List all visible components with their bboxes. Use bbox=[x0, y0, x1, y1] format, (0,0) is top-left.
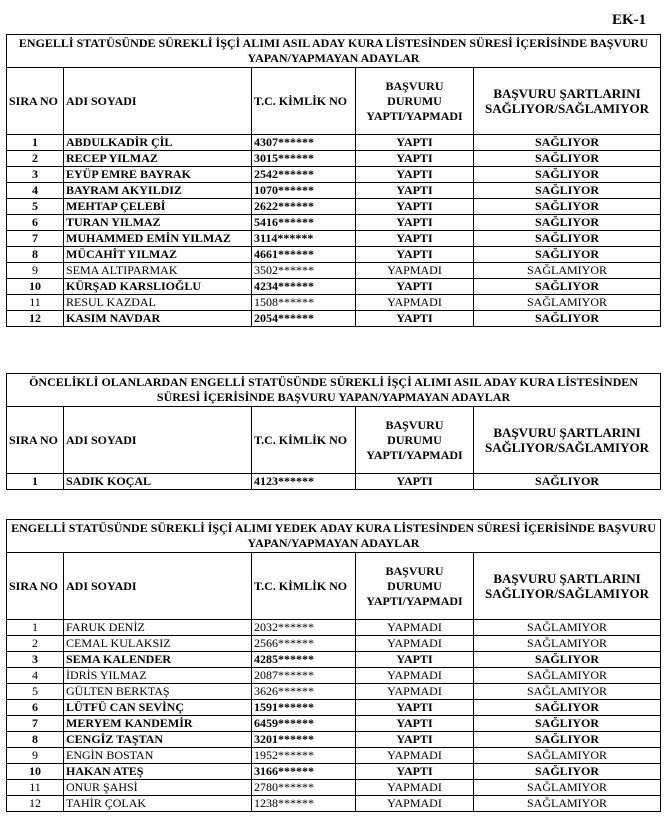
table-row bbox=[7, 668, 661, 684]
row-sira-no: 8 bbox=[7, 732, 64, 748]
row-basvuru-durumu: YAPTI bbox=[356, 311, 474, 327]
column-header-sira-no: SIRA NO bbox=[7, 553, 64, 620]
row-tc-kimlik-no: 3166****** bbox=[252, 764, 356, 780]
row-sira-no: 11 bbox=[7, 295, 64, 311]
column-header-adi-soyadi: ADI SOYADI bbox=[64, 407, 252, 474]
row-tc-kimlik-no: 3114****** bbox=[252, 231, 356, 247]
row-basvuru-sartlari: SAĞLAMIYOR bbox=[474, 684, 661, 700]
row-adi-soyadi: KÜRŞAD KARSLIOĞLU bbox=[64, 279, 252, 295]
row-adi-soyadi: SEMA KALENDER bbox=[64, 652, 252, 668]
table-row bbox=[7, 716, 661, 732]
row-sira-no: 5 bbox=[7, 199, 64, 215]
table-row bbox=[7, 135, 661, 151]
row-tc-kimlik-no: 3626****** bbox=[252, 684, 356, 700]
row-basvuru-sartlari: SAĞLIYOR bbox=[474, 247, 661, 263]
row-tc-kimlik-no: 3201****** bbox=[252, 732, 356, 748]
row-basvuru-durumu: YAPTI bbox=[356, 764, 474, 780]
row-basvuru-sartlari: SAĞLIYOR bbox=[474, 215, 661, 231]
row-adi-soyadi: GÜLTEN BERKTAŞ bbox=[64, 684, 252, 700]
table-oncelikli bbox=[6, 373, 661, 490]
table-title-row bbox=[7, 374, 661, 407]
row-basvuru-durumu: YAPTI bbox=[356, 199, 474, 215]
row-tc-kimlik-no: 2054****** bbox=[252, 311, 356, 327]
row-basvuru-durumu: YAPTI bbox=[356, 215, 474, 231]
row-basvuru-durumu: YAPTI bbox=[356, 135, 474, 151]
column-header-basvuru-sartlari: BAŞVURU ŞARTLARINI SAĞLIYOR/SAĞLAMIYOR bbox=[474, 68, 661, 135]
row-tc-kimlik-no: 4285****** bbox=[252, 652, 356, 668]
row-sira-no: 2 bbox=[7, 636, 64, 652]
row-adi-soyadi: MUHAMMED EMİN YILMAZ bbox=[64, 231, 252, 247]
row-sira-no: 7 bbox=[7, 716, 64, 732]
page-label: EK-1 bbox=[612, 12, 647, 28]
table-yedek bbox=[6, 519, 661, 812]
table-row bbox=[7, 279, 661, 295]
table-title-row bbox=[7, 35, 661, 68]
row-adi-soyadi: ENGİN BOSTAN bbox=[64, 748, 252, 764]
column-header-adi-soyadi: ADI SOYADI bbox=[64, 553, 252, 620]
row-adi-soyadi: SEMA ALTIPARMAK bbox=[64, 263, 252, 279]
row-basvuru-sartlari: SAĞLAMIYOR bbox=[474, 748, 661, 764]
row-adi-soyadi: LÜTFÜ CAN SEVİNÇ bbox=[64, 700, 252, 716]
row-basvuru-sartlari: SAĞLAMIYOR bbox=[474, 620, 661, 636]
row-basvuru-sartlari: SAĞLIYOR bbox=[474, 167, 661, 183]
row-sira-no: 2 bbox=[7, 151, 64, 167]
table-row bbox=[7, 311, 661, 327]
row-basvuru-sartlari: SAĞLAMIYOR bbox=[474, 796, 661, 812]
row-adi-soyadi: ONUR ŞAHSİ bbox=[64, 780, 252, 796]
row-basvuru-durumu: YAPTI bbox=[356, 231, 474, 247]
row-basvuru-sartlari: SAĞLIYOR bbox=[474, 183, 661, 199]
row-basvuru-durumu: YAPTI bbox=[356, 247, 474, 263]
row-basvuru-durumu: YAPMADI bbox=[356, 780, 474, 796]
table-row bbox=[7, 167, 661, 183]
column-header-sira-no: SIRA NO bbox=[7, 68, 64, 135]
table-header-row bbox=[7, 407, 661, 474]
row-sira-no: 11 bbox=[7, 780, 64, 796]
row-tc-kimlik-no: 2032****** bbox=[252, 620, 356, 636]
table-row bbox=[7, 295, 661, 311]
row-basvuru-sartlari: SAĞLIYOR bbox=[474, 652, 661, 668]
table-asil bbox=[6, 34, 661, 327]
table-row bbox=[7, 620, 661, 636]
table-row bbox=[7, 183, 661, 199]
row-basvuru-sartlari: SAĞLIYOR bbox=[474, 199, 661, 215]
row-basvuru-durumu: YAPTI bbox=[356, 151, 474, 167]
table-row bbox=[7, 684, 661, 700]
table-row bbox=[7, 732, 661, 748]
row-basvuru-durumu: YAPMADI bbox=[356, 748, 474, 764]
row-basvuru-durumu: YAPMADI bbox=[356, 620, 474, 636]
row-adi-soyadi: BAYRAM AKYILDIZ bbox=[64, 183, 252, 199]
row-adi-soyadi: FARUK DENİZ bbox=[64, 620, 252, 636]
row-sira-no: 4 bbox=[7, 183, 64, 199]
row-basvuru-sartlari: SAĞLIYOR bbox=[474, 231, 661, 247]
row-sira-no: 4 bbox=[7, 668, 64, 684]
column-header-sira-no: SIRA NO bbox=[7, 407, 64, 474]
table-title: ENGELLİ STATÜSÜNDE SÜREKLİ İŞÇİ ALIMI YEDEK ADAY KURA LİSTESİNDEN SÜRESİ İÇERİSİNDE BAŞVURU YAPAN/YAPMAYAN ADAYLAR bbox=[7, 520, 661, 553]
row-basvuru-sartlari: SAĞLIYOR bbox=[474, 151, 661, 167]
row-basvuru-durumu: YAPTI bbox=[356, 652, 474, 668]
row-basvuru-durumu: YAPMADI bbox=[356, 684, 474, 700]
table-row bbox=[7, 199, 661, 215]
row-adi-soyadi: EYÜP EMRE BAYRAK bbox=[64, 167, 252, 183]
row-basvuru-sartlari: SAĞLIYOR bbox=[474, 279, 661, 295]
row-basvuru-durumu: YAPMADI bbox=[356, 263, 474, 279]
row-adi-soyadi: TAHİR ÇOLAK bbox=[64, 796, 252, 812]
row-basvuru-durumu: YAPTI bbox=[356, 279, 474, 295]
table-row bbox=[7, 652, 661, 668]
row-adi-soyadi: İDRİS YILMAZ bbox=[64, 668, 252, 684]
row-tc-kimlik-no: 6459****** bbox=[252, 716, 356, 732]
row-adi-soyadi: RECEP YILMAZ bbox=[64, 151, 252, 167]
row-tc-kimlik-no: 4234****** bbox=[252, 279, 356, 295]
row-tc-kimlik-no: 4123****** bbox=[252, 474, 356, 490]
row-sira-no: 6 bbox=[7, 700, 64, 716]
row-sira-no: 6 bbox=[7, 215, 64, 231]
row-tc-kimlik-no: 1952****** bbox=[252, 748, 356, 764]
row-sira-no: 3 bbox=[7, 652, 64, 668]
column-header-tc-kimlik-no: T.C. KİMLİK NO bbox=[252, 68, 356, 135]
row-basvuru-sartlari: SAĞLIYOR bbox=[474, 311, 661, 327]
row-adi-soyadi: MÜCAHİT YILMAZ bbox=[64, 247, 252, 263]
row-tc-kimlik-no: 3502****** bbox=[252, 263, 356, 279]
row-adi-soyadi: MERYEM KANDEMİR bbox=[64, 716, 252, 732]
row-basvuru-durumu: YAPMADI bbox=[356, 295, 474, 311]
table-header-row bbox=[7, 553, 661, 620]
row-basvuru-sartlari: SAĞLAMIYOR bbox=[474, 636, 661, 652]
column-header-tc-kimlik-no: T.C. KİMLİK NO bbox=[252, 407, 356, 474]
table-title: ÖNCELİKLİ OLANLARDAN ENGELLİ STATÜSÜNDE SÜREKLİ İŞÇİ ALIMI ASIL ADAY KURA LİSTESİNDEN SÜRESİ İÇERİSİNDE BAŞVURU YAPAN/YAPMAYAN ADAYLAR bbox=[7, 374, 661, 407]
row-basvuru-sartlari: SAĞLAMIYOR bbox=[474, 668, 661, 684]
column-header-basvuru-durumu: BAŞVURU DURUMU YAPTI/YAPMADI bbox=[356, 68, 474, 135]
row-tc-kimlik-no: 1238****** bbox=[252, 796, 356, 812]
column-header-tc-kimlik-no: T.C. KİMLİK NO bbox=[252, 553, 356, 620]
row-sira-no: 12 bbox=[7, 796, 64, 812]
row-tc-kimlik-no: 2542****** bbox=[252, 167, 356, 183]
row-tc-kimlik-no: 1508****** bbox=[252, 295, 356, 311]
table-row bbox=[7, 474, 661, 490]
row-adi-soyadi: RESUL KAZDAL bbox=[64, 295, 252, 311]
row-sira-no: 7 bbox=[7, 231, 64, 247]
table-row bbox=[7, 215, 661, 231]
row-basvuru-durumu: YAPTI bbox=[356, 167, 474, 183]
row-basvuru-durumu: YAPTI bbox=[356, 474, 474, 490]
table-row bbox=[7, 636, 661, 652]
column-header-basvuru-durumu: BAŞVURU DURUMU YAPTI/YAPMADI bbox=[356, 553, 474, 620]
row-sira-no: 1 bbox=[7, 620, 64, 636]
table-header-row bbox=[7, 68, 661, 135]
row-tc-kimlik-no: 4307****** bbox=[252, 135, 356, 151]
row-basvuru-sartlari: SAĞLIYOR bbox=[474, 700, 661, 716]
row-sira-no: 1 bbox=[7, 135, 64, 151]
row-tc-kimlik-no: 2087****** bbox=[252, 668, 356, 684]
row-tc-kimlik-no: 2780****** bbox=[252, 780, 356, 796]
row-tc-kimlik-no: 4661****** bbox=[252, 247, 356, 263]
row-basvuru-durumu: YAPTI bbox=[356, 183, 474, 199]
row-sira-no: 10 bbox=[7, 279, 64, 295]
row-sira-no: 8 bbox=[7, 247, 64, 263]
table-row bbox=[7, 764, 661, 780]
row-adi-soyadi: TURAN YILMAZ bbox=[64, 215, 252, 231]
table-row bbox=[7, 700, 661, 716]
row-basvuru-durumu: YAPMADI bbox=[356, 796, 474, 812]
row-sira-no: 1 bbox=[7, 474, 64, 490]
row-tc-kimlik-no: 5416****** bbox=[252, 215, 356, 231]
row-basvuru-sartlari: SAĞLIYOR bbox=[474, 716, 661, 732]
table-row bbox=[7, 748, 661, 764]
row-basvuru-sartlari: SAĞLIYOR bbox=[474, 474, 661, 490]
row-sira-no: 10 bbox=[7, 764, 64, 780]
row-adi-soyadi: KASIM NAVDAR bbox=[64, 311, 252, 327]
table-row bbox=[7, 247, 661, 263]
table-row bbox=[7, 796, 661, 812]
row-tc-kimlik-no: 2566****** bbox=[252, 636, 356, 652]
row-basvuru-sartlari: SAĞLAMIYOR bbox=[474, 780, 661, 796]
table-title-row bbox=[7, 520, 661, 553]
row-tc-kimlik-no: 2622****** bbox=[252, 199, 356, 215]
row-adi-soyadi: SADIK KOÇAL bbox=[64, 474, 252, 490]
row-basvuru-sartlari: SAĞLIYOR bbox=[474, 764, 661, 780]
column-header-basvuru-durumu: BAŞVURU DURUMU YAPTI/YAPMADI bbox=[356, 407, 474, 474]
row-basvuru-sartlari: SAĞLIYOR bbox=[474, 732, 661, 748]
table-row bbox=[7, 151, 661, 167]
row-sira-no: 5 bbox=[7, 684, 64, 700]
row-adi-soyadi: ABDULKADİR ÇİL bbox=[64, 135, 252, 151]
row-basvuru-durumu: YAPTI bbox=[356, 700, 474, 716]
row-tc-kimlik-no: 3015****** bbox=[252, 151, 356, 167]
row-sira-no: 9 bbox=[7, 748, 64, 764]
row-adi-soyadi: MEHTAP ÇELEBİ bbox=[64, 199, 252, 215]
table-row bbox=[7, 263, 661, 279]
row-sira-no: 9 bbox=[7, 263, 64, 279]
table-row bbox=[7, 231, 661, 247]
row-basvuru-sartlari: SAĞLIYOR bbox=[474, 135, 661, 151]
table-title: ENGELLİ STATÜSÜNDE SÜREKLİ İŞÇİ ALIMI ASIL ADAY KURA LİSTESİNDEN SÜRESİ İÇERİSİNDE BAŞVURU YAPAN/YAPMAYAN ADAYLAR bbox=[7, 35, 661, 68]
row-basvuru-durumu: YAPTI bbox=[356, 716, 474, 732]
row-basvuru-durumu: YAPMADI bbox=[356, 636, 474, 652]
column-header-basvuru-sartlari: BAŞVURU ŞARTLARINI SAĞLIYOR/SAĞLAMIYOR bbox=[474, 407, 661, 474]
row-adi-soyadi: HAKAN ATEŞ bbox=[64, 764, 252, 780]
column-header-adi-soyadi: ADI SOYADI bbox=[64, 68, 252, 135]
column-header-basvuru-sartlari: BAŞVURU ŞARTLARINI SAĞLIYOR/SAĞLAMIYOR bbox=[474, 553, 661, 620]
row-adi-soyadi: CEMAL KULAKSIZ bbox=[64, 636, 252, 652]
row-sira-no: 3 bbox=[7, 167, 64, 183]
row-basvuru-durumu: YAPTI bbox=[356, 732, 474, 748]
row-basvuru-sartlari: SAĞLAMIYOR bbox=[474, 295, 661, 311]
row-tc-kimlik-no: 1070****** bbox=[252, 183, 356, 199]
row-adi-soyadi: CENGİZ TAŞTAN bbox=[64, 732, 252, 748]
row-basvuru-sartlari: SAĞLAMIYOR bbox=[474, 263, 661, 279]
row-tc-kimlik-no: 1591****** bbox=[252, 700, 356, 716]
row-sira-no: 12 bbox=[7, 311, 64, 327]
table-row bbox=[7, 780, 661, 796]
row-basvuru-durumu: YAPMADI bbox=[356, 668, 474, 684]
